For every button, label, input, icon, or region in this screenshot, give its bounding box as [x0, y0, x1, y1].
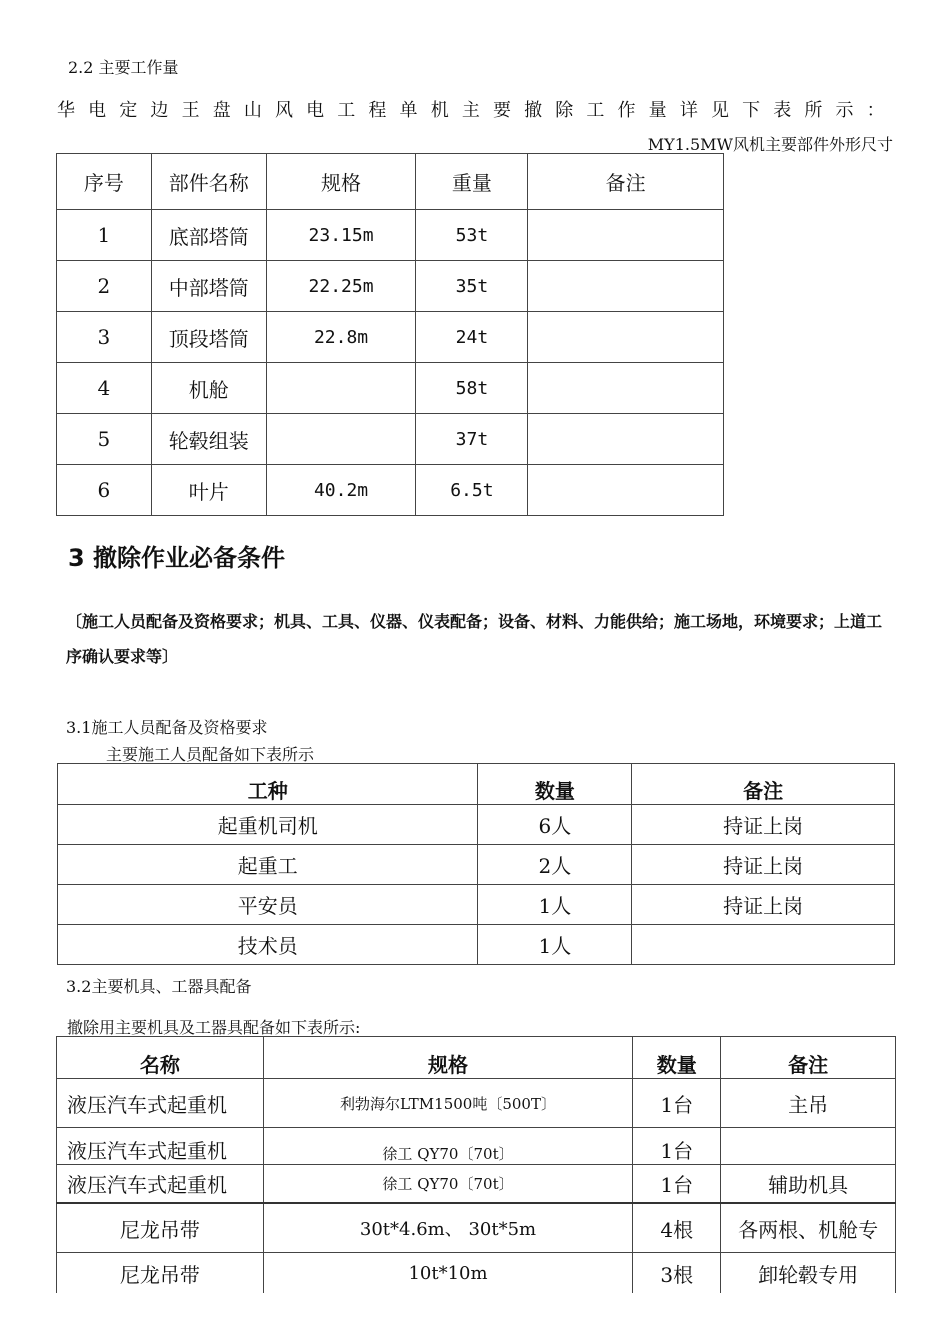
- table-cell: 22.25m: [266, 261, 416, 312]
- table-cell: [528, 261, 724, 312]
- table-cell: 23.15m: [266, 210, 416, 261]
- table-cell: 起重机司机: [58, 805, 478, 845]
- table-cell: 顶段塔筒: [151, 312, 266, 363]
- intro-char: 作: [617, 100, 636, 121]
- intro-char: 风: [274, 100, 293, 121]
- intro-char: 工: [337, 100, 356, 121]
- table-cell: 24t: [416, 312, 528, 363]
- intro-char: 撤: [524, 100, 543, 121]
- table-row: [57, 1203, 896, 1253]
- header-cell: 数量: [633, 1037, 721, 1079]
- table-row: [57, 261, 724, 312]
- intro-char: 单: [399, 100, 418, 121]
- table-cell: 3: [57, 312, 152, 363]
- header-cell: 数量: [478, 764, 632, 805]
- intro-char: 盘: [212, 100, 231, 121]
- table-cell: [266, 414, 416, 465]
- table-cell: 徐工 QY70〔70t〕: [263, 1165, 633, 1204]
- table-row: [57, 414, 724, 465]
- components-table: [56, 153, 724, 516]
- header-cell: 序号: [57, 154, 152, 210]
- intro-char: 王: [181, 100, 200, 121]
- table-cell: [632, 925, 895, 965]
- header-cell: 规格: [263, 1037, 633, 1079]
- section-3-requirements: 〔施工人员配备及资格要求；机具、工具、仪器、仪表配备；设备、材料、力能供给；施工场地，环境要求；上道工序确认要求等〕: [66, 612, 883, 666]
- table-cell: 58t: [416, 363, 528, 414]
- intro-char: 机: [430, 100, 449, 121]
- intro-char: 除: [555, 100, 574, 121]
- table-cell: 液压汽车式起重机: [57, 1165, 264, 1204]
- table-cell: 平安员: [58, 885, 478, 925]
- table-cell: [528, 312, 724, 363]
- table-cell: 利勃海尔LTM1500吨〔500T〕: [263, 1079, 633, 1128]
- table-cell: 1人: [478, 925, 632, 965]
- table-row: [57, 363, 724, 414]
- table-cell: 4: [57, 363, 152, 414]
- intro-char: ：: [866, 100, 885, 121]
- header-cell: 备注: [721, 1037, 896, 1079]
- intro-char: 下: [742, 100, 761, 121]
- table-cell: 轮毂组装: [151, 414, 266, 465]
- table-cell: 主吊: [721, 1079, 896, 1128]
- table-cell: 持证上岗: [632, 805, 895, 845]
- table-row: [57, 1253, 896, 1294]
- table-cell: 4根: [633, 1203, 721, 1253]
- table-cell: 1: [57, 210, 152, 261]
- section-2-2-heading: 2.2 主要工作量: [68, 58, 179, 77]
- table-row: [57, 465, 724, 516]
- section-3-1-subtitle: 主要施工人员配备如下表所示: [106, 745, 315, 764]
- table-cell: 1人: [478, 885, 632, 925]
- table-cell: 底部塔筒: [151, 210, 266, 261]
- table-cell: 起重工: [58, 845, 478, 885]
- table-cell: 6: [57, 465, 152, 516]
- table-row: [58, 925, 895, 965]
- section-3-heading: 3 撤除作业必备条件: [68, 544, 286, 572]
- table-cell: [528, 210, 724, 261]
- equipment-table: [56, 1036, 896, 1293]
- table-cell: 30t*4.6m、 30t*5m: [263, 1203, 633, 1253]
- intro-char: 示: [835, 100, 854, 121]
- table-cell: 持证上岗: [632, 885, 895, 925]
- intro-char: 表: [773, 100, 792, 121]
- table-row: [57, 1128, 896, 1165]
- header-cell: 名称: [57, 1037, 264, 1079]
- table-cell: 3根: [633, 1253, 721, 1294]
- intro-paragraph: [57, 96, 885, 122]
- table-cell: 35t: [416, 261, 528, 312]
- table-cell: 尼龙吊带: [57, 1203, 264, 1253]
- table-cell: 22.8m: [266, 312, 416, 363]
- intro-char: 边: [150, 100, 169, 121]
- section-3-2-subtitle: 撤除用主要机具及工器具配备如下表所示:: [67, 1018, 361, 1037]
- table-cell: 液压汽车式起重机: [57, 1079, 264, 1128]
- table-cell: 尼龙吊带: [57, 1253, 264, 1294]
- table-cell: 技术员: [58, 925, 478, 965]
- header-cell: 工种: [58, 764, 478, 805]
- table-row: [58, 845, 895, 885]
- table-cell: 1台: [633, 1079, 721, 1128]
- intro-char: 要: [492, 100, 511, 121]
- table-cell: 6.5t: [416, 465, 528, 516]
- table-cell: 辅助机具: [721, 1165, 896, 1204]
- table-cell: 液压汽车式起重机: [57, 1128, 264, 1165]
- table-cell: [528, 465, 724, 516]
- table-cell: [721, 1128, 896, 1165]
- intro-char: 定: [119, 100, 138, 121]
- intro-char: 电: [306, 100, 325, 121]
- intro-char: 主: [461, 100, 480, 121]
- table-row: [57, 1079, 896, 1128]
- table-cell: 53t: [416, 210, 528, 261]
- table-row: [58, 805, 895, 845]
- table-cell: 徐工 QY70〔70t〕: [263, 1128, 633, 1165]
- intro-char: 电: [88, 100, 107, 121]
- header-cell: 规格: [266, 154, 416, 210]
- table-cell: 叶片: [151, 465, 266, 516]
- table-cell: 10t*10m: [263, 1253, 633, 1294]
- table-row: [57, 312, 724, 363]
- intro-char: 详: [679, 100, 698, 121]
- header-cell: 备注: [632, 764, 895, 805]
- header-cell: 部件名称: [151, 154, 266, 210]
- table-cell: 37t: [416, 414, 528, 465]
- table-cell: 各两根、机舱专: [721, 1203, 896, 1253]
- table1-caption: MY1.5MW风机主要部件外形尺寸: [647, 135, 893, 154]
- table-cell: 6人: [478, 805, 632, 845]
- table-cell: [528, 414, 724, 465]
- section-3-1-heading: 3.1施工人员配备及资格要求: [66, 718, 268, 737]
- table-header-row: [57, 154, 724, 210]
- table-cell: [528, 363, 724, 414]
- table-cell: 2: [57, 261, 152, 312]
- header-cell: 重量: [416, 154, 528, 210]
- table-header-row: [57, 1037, 896, 1079]
- intro-char: 山: [243, 100, 262, 121]
- table-cell: 1台: [633, 1128, 721, 1165]
- table-row: [57, 1165, 896, 1204]
- table-cell: 40.2m: [266, 465, 416, 516]
- intro-char: 华: [57, 100, 75, 121]
- table-row: [58, 885, 895, 925]
- table-header-row: [58, 764, 895, 805]
- table-cell: 2人: [478, 845, 632, 885]
- table-cell: 机舱: [151, 363, 266, 414]
- table-cell: 1台: [633, 1165, 721, 1204]
- personnel-table: [57, 763, 895, 965]
- intro-char: 工: [586, 100, 605, 121]
- intro-char: 所: [804, 100, 823, 121]
- section-3-2-heading: 3.2主要机具、工器具配备: [66, 977, 252, 996]
- table-cell: [266, 363, 416, 414]
- table-cell: 持证上岗: [632, 845, 895, 885]
- intro-char: 量: [648, 100, 667, 121]
- intro-char: 程: [368, 100, 387, 121]
- intro-char: 见: [710, 100, 729, 121]
- header-cell: 备注: [528, 154, 724, 210]
- table-cell: 5: [57, 414, 152, 465]
- table-cell: 中部塔筒: [151, 261, 266, 312]
- table-cell: 卸轮毂专用: [721, 1253, 896, 1294]
- table-row: [57, 210, 724, 261]
